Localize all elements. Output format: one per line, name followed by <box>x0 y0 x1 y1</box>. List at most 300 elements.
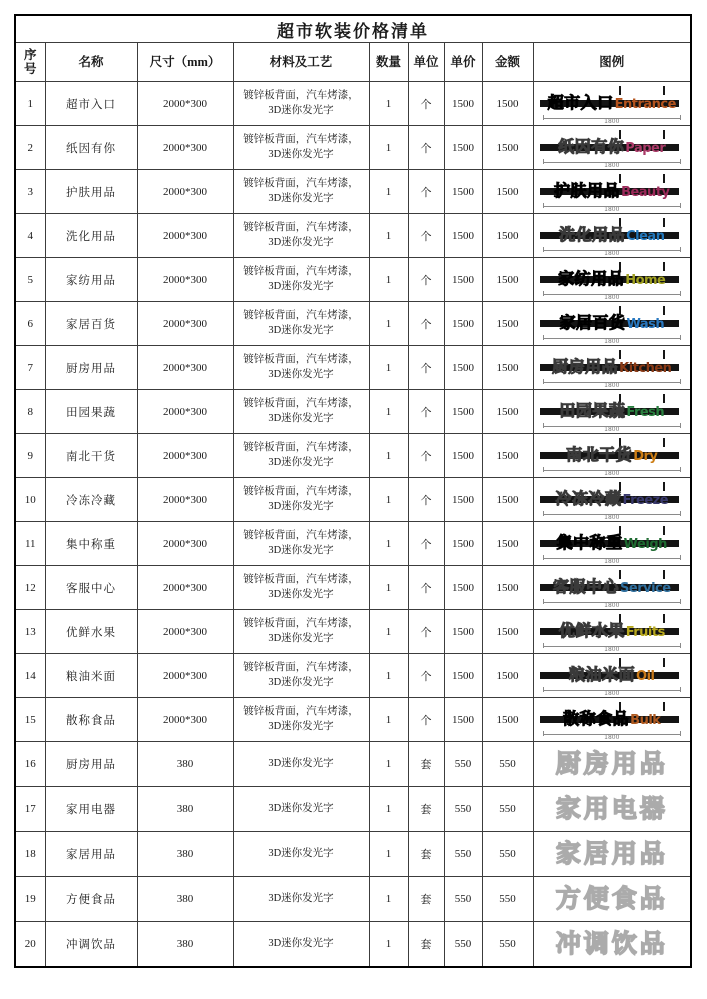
sign-chinese-text: 厨房用品 <box>552 356 619 376</box>
cell-size: 2000*300 <box>137 170 233 214</box>
cell-legend <box>533 302 691 346</box>
sign-text <box>537 134 687 157</box>
cell-amount: 1500 <box>482 258 533 302</box>
sign-chinese-text: 散称食品 <box>563 708 630 728</box>
cell-legend <box>533 522 691 566</box>
cell-material: 镀锌板背面，汽车烤漆，3D迷你发光字 <box>233 302 369 346</box>
cell-no: 18 <box>15 832 45 877</box>
col-header-name: 名称 <box>45 43 137 82</box>
cell-unit: 个 <box>408 126 444 170</box>
cell-no: 13 <box>15 610 45 654</box>
sign-english-text: Clean <box>626 228 665 244</box>
cell-unit: 套 <box>408 922 444 968</box>
cell-no: 19 <box>15 877 45 922</box>
dimension-label: 1800 <box>604 381 620 389</box>
sign-dimension <box>543 730 681 741</box>
sign-chinese-text: 家居百货 <box>559 312 626 332</box>
cell-name: 家用电器 <box>45 787 137 832</box>
cell-amount: 550 <box>482 832 533 877</box>
col-header-material: 材料及工艺 <box>233 43 369 82</box>
cell-no: 7 <box>15 346 45 390</box>
sign-chinese-text: 田园果蔬 <box>559 400 626 420</box>
cell-size: 2000*300 <box>137 82 233 126</box>
dimension-line <box>543 598 681 603</box>
cell-name: 南北干货 <box>45 434 137 478</box>
table-row <box>15 566 691 610</box>
cell-amount: 1500 <box>482 390 533 434</box>
cell-unit: 个 <box>408 434 444 478</box>
cell-qty: 1 <box>369 787 408 832</box>
cell-legend <box>533 698 691 742</box>
cell-amount: 1500 <box>482 478 533 522</box>
legend-sign-image <box>537 129 687 169</box>
col-header-price: 单价 <box>444 43 482 82</box>
cell-price: 1500 <box>444 170 482 214</box>
col-header-no: 序号 <box>15 43 45 82</box>
cell-amount: 550 <box>482 787 533 832</box>
table-title: 超市软装价格清单 <box>15 15 691 43</box>
cell-name: 洗化用品 <box>45 214 137 258</box>
table-row <box>15 478 691 522</box>
cell-unit: 套 <box>408 877 444 922</box>
sign-dimension <box>543 114 681 125</box>
cell-price: 1500 <box>444 214 482 258</box>
dimension-line <box>543 246 681 251</box>
legend-sign-image <box>537 481 687 521</box>
sign-english-text: Entrance <box>614 96 676 112</box>
cell-size: 2000*300 <box>137 566 233 610</box>
cell-name: 优鲜水果 <box>45 610 137 654</box>
cell-material: 镀锌板背面，汽车烤漆，3D迷你发光字 <box>233 654 369 698</box>
cell-price: 1500 <box>444 258 482 302</box>
table-row <box>15 346 691 390</box>
cell-price: 550 <box>444 832 482 877</box>
cell-unit: 个 <box>408 82 444 126</box>
legend-sign-image <box>537 613 687 653</box>
sign-text <box>537 266 687 289</box>
cell-name: 家居用品 <box>45 832 137 877</box>
table-row <box>15 302 691 346</box>
sign-dimension <box>543 642 681 653</box>
cell-qty: 1 <box>369 877 408 922</box>
cell-qty: 1 <box>369 522 408 566</box>
cell-size: 2000*300 <box>137 434 233 478</box>
cell-price: 550 <box>444 877 482 922</box>
cell-amount: 550 <box>482 922 533 968</box>
table-row <box>15 214 691 258</box>
cell-name: 散称食品 <box>45 698 137 742</box>
sign-english-text: Freeze <box>622 492 669 508</box>
cell-name: 护肤用品 <box>45 170 137 214</box>
sign-text <box>537 222 687 245</box>
cell-name: 田园果蔬 <box>45 390 137 434</box>
sign-dimension <box>543 246 681 257</box>
legend-sign-image <box>537 437 687 477</box>
cell-no: 11 <box>15 522 45 566</box>
cell-no: 12 <box>15 566 45 610</box>
cell-qty: 1 <box>369 434 408 478</box>
dimension-label: 1800 <box>604 469 620 477</box>
cell-amount: 1500 <box>482 82 533 126</box>
cell-name: 粮油米面 <box>45 654 137 698</box>
dimension-label: 1800 <box>604 117 620 125</box>
cell-no: 5 <box>15 258 45 302</box>
sign-dimension <box>543 158 681 169</box>
dimension-line <box>543 202 681 207</box>
cell-legend <box>533 832 691 877</box>
sign-english-text: Fresh <box>626 404 665 420</box>
cell-name: 超市入口 <box>45 82 137 126</box>
sign-text <box>537 486 687 509</box>
table-row <box>15 126 691 170</box>
cell-name: 集中称重 <box>45 522 137 566</box>
dimension-line <box>543 554 681 559</box>
cell-legend <box>533 434 691 478</box>
sign-chinese-text: 粮油米面 <box>569 664 636 684</box>
dimension-label: 1800 <box>604 161 620 169</box>
cell-name: 纸因有你 <box>45 126 137 170</box>
cell-price: 550 <box>444 922 482 968</box>
cell-material: 镀锌板背面，汽车烤漆，3D迷你发光字 <box>233 214 369 258</box>
cell-qty: 1 <box>369 82 408 126</box>
cell-legend <box>533 922 691 968</box>
cell-price: 1500 <box>444 610 482 654</box>
cell-size: 380 <box>137 922 233 968</box>
cell-material: 3D迷你发光字 <box>233 877 369 922</box>
cell-material: 3D迷你发光字 <box>233 922 369 968</box>
cell-material: 镀锌板背面，汽车烤漆，3D迷你发光字 <box>233 82 369 126</box>
cell-price: 550 <box>444 787 482 832</box>
cell-legend <box>533 787 691 832</box>
cell-material: 3D迷你发光字 <box>233 742 369 787</box>
cell-qty: 1 <box>369 390 408 434</box>
legend-sign-image <box>537 525 687 565</box>
cell-legend <box>533 214 691 258</box>
legend-sign-image <box>537 569 687 609</box>
cell-unit: 个 <box>408 346 444 390</box>
sign-dimension <box>543 466 681 477</box>
cell-unit: 个 <box>408 698 444 742</box>
cell-no: 10 <box>15 478 45 522</box>
cell-legend <box>533 610 691 654</box>
cell-unit: 个 <box>408 478 444 522</box>
cell-amount: 1500 <box>482 566 533 610</box>
col-header-qty: 数量 <box>369 43 408 82</box>
cell-size: 2000*300 <box>137 214 233 258</box>
cell-size: 2000*300 <box>137 302 233 346</box>
cell-size: 2000*300 <box>137 390 233 434</box>
sign-text <box>537 530 687 553</box>
sign-text <box>537 662 687 685</box>
cell-legend <box>533 566 691 610</box>
cell-amount: 1500 <box>482 346 533 390</box>
sign-chinese-text: 洗化用品 <box>559 224 626 244</box>
cell-material: 镀锌板背面，汽车烤漆，3D迷你发光字 <box>233 478 369 522</box>
cell-unit: 套 <box>408 787 444 832</box>
cell-qty: 1 <box>369 566 408 610</box>
cell-unit: 个 <box>408 610 444 654</box>
cell-price: 1500 <box>444 82 482 126</box>
cell-qty: 1 <box>369 922 408 968</box>
cell-size: 380 <box>137 832 233 877</box>
cell-qty: 1 <box>369 478 408 522</box>
sign-chinese-text: 集中称重 <box>556 532 623 552</box>
cell-material: 镀锌板背面，汽车烤漆，3D迷你发光字 <box>233 258 369 302</box>
dimension-label: 1800 <box>604 293 620 301</box>
sign-text <box>537 706 687 729</box>
sign-english-text: Dry <box>633 448 658 464</box>
cell-material: 镀锌板背面，汽车烤漆，3D迷你发光字 <box>233 610 369 654</box>
cell-qty: 1 <box>369 742 408 787</box>
cell-size: 2000*300 <box>137 654 233 698</box>
sign-chinese-text: 家纺用品 <box>558 268 625 288</box>
cell-legend <box>533 170 691 214</box>
cell-unit: 个 <box>408 302 444 346</box>
cell-price: 1500 <box>444 434 482 478</box>
dimension-label: 1800 <box>604 733 620 741</box>
cell-amount: 1500 <box>482 126 533 170</box>
cell-name: 家居百货 <box>45 302 137 346</box>
dimension-line <box>543 114 681 119</box>
table-row <box>15 832 691 877</box>
sign-dimension <box>543 378 681 389</box>
table-row <box>15 170 691 214</box>
table-row <box>15 877 691 922</box>
legend-sign-image <box>537 261 687 301</box>
cell-amount: 550 <box>482 877 533 922</box>
sign-dimension <box>543 202 681 213</box>
legend-sign-image <box>537 217 687 257</box>
cell-qty: 1 <box>369 654 408 698</box>
cell-unit: 个 <box>408 170 444 214</box>
table-row <box>15 698 691 742</box>
title-row <box>15 15 691 43</box>
sign-text <box>537 398 687 421</box>
cell-size: 2000*300 <box>137 698 233 742</box>
cell-no: 8 <box>15 390 45 434</box>
sign-english-text: Home <box>625 272 666 288</box>
cell-amount: 1500 <box>482 654 533 698</box>
cell-no: 1 <box>15 82 45 126</box>
sign-text <box>537 618 687 641</box>
cell-amount: 1500 <box>482 434 533 478</box>
cell-legend <box>533 126 691 170</box>
sign-chinese-text: 南北干货 <box>566 444 633 464</box>
dimension-label: 1800 <box>604 205 620 213</box>
legend-sign-image <box>537 701 687 741</box>
cell-unit: 个 <box>408 258 444 302</box>
dimension-line <box>543 158 681 163</box>
sign-english-text: Kitchen <box>619 360 672 376</box>
cell-unit: 个 <box>408 390 444 434</box>
sign-english-text: Fruits <box>625 624 665 640</box>
legend-sign-image <box>537 85 687 125</box>
cell-price: 1500 <box>444 390 482 434</box>
cell-material: 3D迷你发光字 <box>233 832 369 877</box>
sign-dimension <box>543 290 681 301</box>
cell-size: 380 <box>137 877 233 922</box>
sign-dimension <box>543 422 681 433</box>
cell-material: 镀锌板背面，汽车烤漆，3D迷你发光字 <box>233 434 369 478</box>
dimension-line <box>543 466 681 471</box>
sign-text <box>537 178 687 201</box>
sign-english-text: Oil <box>636 668 655 684</box>
table-row <box>15 742 691 787</box>
sign-chinese-text: 冷冻冷藏 <box>555 488 622 508</box>
sign-dimension <box>543 598 681 609</box>
sign-chinese-text: 超市入口 <box>547 92 614 112</box>
cell-qty: 1 <box>369 346 408 390</box>
dimension-label: 1800 <box>604 425 620 433</box>
cell-amount: 550 <box>482 742 533 787</box>
sign-english-text: Weigh <box>623 536 667 552</box>
sign-english-text: Beauty <box>621 184 670 200</box>
dimension-label: 1800 <box>604 601 620 609</box>
table-row <box>15 390 691 434</box>
cell-qty: 1 <box>369 170 408 214</box>
cell-unit: 个 <box>408 214 444 258</box>
cell-name: 方便食品 <box>45 877 137 922</box>
cell-size: 2000*300 <box>137 478 233 522</box>
sign-dimension <box>543 510 681 521</box>
col-header-size: 尺寸（mm） <box>137 43 233 82</box>
cell-name: 冷冻冷藏 <box>45 478 137 522</box>
cell-unit: 个 <box>408 566 444 610</box>
cell-price: 1500 <box>444 698 482 742</box>
cell-name: 家纺用品 <box>45 258 137 302</box>
gray-sign-text: 冲调饮品 <box>555 929 668 958</box>
header-row <box>15 43 691 82</box>
cell-no: 14 <box>15 654 45 698</box>
table-row <box>15 922 691 968</box>
cell-material: 镀锌板背面，汽车烤漆，3D迷你发光字 <box>233 390 369 434</box>
cell-qty: 1 <box>369 610 408 654</box>
cell-qty: 1 <box>369 698 408 742</box>
legend-sign-image <box>537 173 687 213</box>
cell-material: 镀锌板背面，汽车烤漆，3D迷你发光字 <box>233 566 369 610</box>
cell-name: 厨房用品 <box>45 742 137 787</box>
cell-material: 镀锌板背面，汽车烤漆，3D迷你发光字 <box>233 126 369 170</box>
sign-text <box>537 574 687 597</box>
sign-text <box>537 90 687 113</box>
cell-qty: 1 <box>369 214 408 258</box>
dimension-label: 1800 <box>604 645 620 653</box>
dimension-label: 1800 <box>604 689 620 697</box>
cell-amount: 1500 <box>482 302 533 346</box>
table-row <box>15 82 691 126</box>
cell-unit: 套 <box>408 832 444 877</box>
dimension-label: 1800 <box>604 249 620 257</box>
gray-sign-text: 家用电器 <box>555 794 668 823</box>
gray-sign-text: 厨房用品 <box>555 749 668 778</box>
cell-size: 2000*300 <box>137 346 233 390</box>
sign-text <box>537 442 687 465</box>
cell-material: 3D迷你发光字 <box>233 787 369 832</box>
cell-size: 380 <box>137 742 233 787</box>
cell-price: 1500 <box>444 126 482 170</box>
cell-material: 镀锌板背面，汽车烤漆，3D迷你发光字 <box>233 522 369 566</box>
table-row <box>15 610 691 654</box>
cell-no: 17 <box>15 787 45 832</box>
cell-amount: 1500 <box>482 522 533 566</box>
sign-dimension <box>543 686 681 697</box>
sign-english-text: Paper <box>625 140 666 156</box>
sign-text <box>537 354 687 377</box>
cell-amount: 1500 <box>482 610 533 654</box>
table-row <box>15 787 691 832</box>
cell-legend <box>533 258 691 302</box>
cell-name: 冲调饮品 <box>45 922 137 968</box>
cell-legend <box>533 654 691 698</box>
col-header-unit: 单位 <box>408 43 444 82</box>
table-row <box>15 434 691 478</box>
cell-amount: 1500 <box>482 698 533 742</box>
dimension-line <box>543 510 681 515</box>
cell-legend <box>533 82 691 126</box>
cell-unit: 个 <box>408 654 444 698</box>
cell-price: 1500 <box>444 346 482 390</box>
cell-no: 2 <box>15 126 45 170</box>
cell-no: 4 <box>15 214 45 258</box>
dimension-label: 1800 <box>604 513 620 521</box>
cell-legend <box>533 390 691 434</box>
cell-qty: 1 <box>369 302 408 346</box>
dimension-line <box>543 642 681 647</box>
cell-price: 1500 <box>444 302 482 346</box>
cell-price: 1500 <box>444 478 482 522</box>
cell-legend <box>533 478 691 522</box>
dimension-line <box>543 290 681 295</box>
cell-no: 9 <box>15 434 45 478</box>
cell-no: 3 <box>15 170 45 214</box>
price-table <box>14 14 692 968</box>
cell-no: 15 <box>15 698 45 742</box>
cell-size: 2000*300 <box>137 258 233 302</box>
table-row <box>15 654 691 698</box>
cell-price: 550 <box>444 742 482 787</box>
sign-english-text: Wash <box>626 316 665 332</box>
dimension-line <box>543 730 681 735</box>
cell-qty: 1 <box>369 126 408 170</box>
cell-material: 镀锌板背面，汽车烤漆，3D迷你发光字 <box>233 170 369 214</box>
dimension-line <box>543 334 681 339</box>
cell-legend <box>533 877 691 922</box>
legend-sign-image <box>537 393 687 433</box>
cell-amount: 1500 <box>482 170 533 214</box>
gray-sign-text: 方便食品 <box>555 884 668 913</box>
table-row <box>15 522 691 566</box>
sign-chinese-text: 客服中心 <box>553 576 620 596</box>
dimension-label: 1800 <box>604 337 620 345</box>
cell-name: 客服中心 <box>45 566 137 610</box>
cell-price: 1500 <box>444 522 482 566</box>
cell-qty: 1 <box>369 832 408 877</box>
sign-english-text: Bulk <box>630 712 661 728</box>
cell-unit: 个 <box>408 522 444 566</box>
cell-price: 1500 <box>444 654 482 698</box>
cell-amount: 1500 <box>482 214 533 258</box>
col-header-amount: 金额 <box>482 43 533 82</box>
sign-text <box>537 310 687 333</box>
cell-material: 镀锌板背面，汽车烤漆，3D迷你发光字 <box>233 698 369 742</box>
cell-size: 2000*300 <box>137 610 233 654</box>
sign-chinese-text: 优鲜水果 <box>558 620 625 640</box>
sign-chinese-text: 护肤用品 <box>554 180 621 200</box>
dimension-line <box>543 686 681 691</box>
cell-qty: 1 <box>369 258 408 302</box>
legend-sign-image <box>537 305 687 345</box>
cell-unit: 套 <box>408 742 444 787</box>
